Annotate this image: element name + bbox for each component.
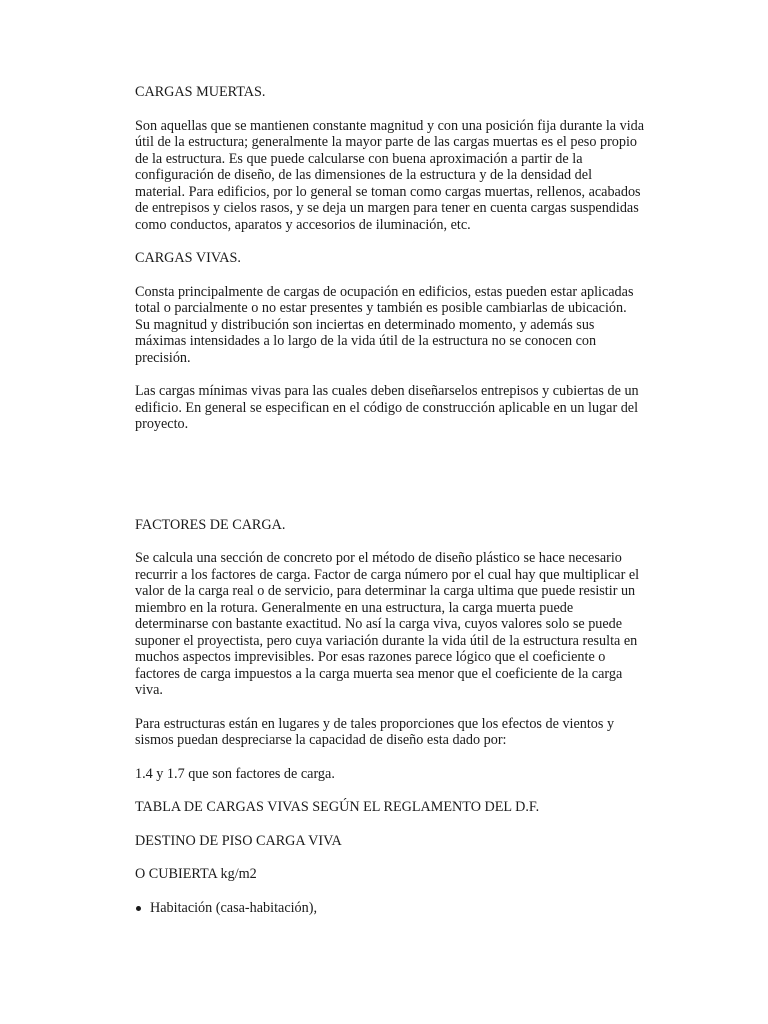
heading-tabla-cargas-vivas: TABLA DE CARGAS VIVAS SEGÚN EL REGLAMENTO DEL D.F. [135,799,540,815]
table-header-line-1: DESTINO DE PISO CARGA VIVA [135,832,342,849]
blank-space [135,450,645,517]
heading-factores-de-carga: FACTORES DE CARGA. [135,516,286,533]
paragraph-factores-3: 1.4 y 1.7 que son factores de carga. [135,765,335,782]
bullet-icon [136,906,141,911]
list-item-text: Habitación (casa-habitación), [150,899,318,916]
heading-cargas-muertas: CARGAS MUERTAS. [135,84,266,100]
paragraph-cargas-muertas: Son aquellas que se mantienen constante magnitud y con una posición fija durante la vida útil de la estructura; generalmente la mayor parte de las cargas muertas es el peso propio de la estructura. Es que puede calcularse con buena aproximación a partir de la configuración de diseño, de las dimensiones de la estructura y de la densidad del material. Para edificios, por lo general se toman como cargas muertas, rellenos, acabados de entrepisos y cielos rasos, y se deja un margen para tener en cuenta cargas suspendidas como conductos, aparatos y accesorios de iluminación, etc. [135,117,645,233]
heading-cargas-vivas: CARGAS VIVAS. [135,250,241,266]
bullet-list [135,900,645,917]
paragraph-factores-1: Se calcula una sección de concreto por el método de diseño plástico se hace necesario recurrir a los factores de carga. Factor de carga número por el cual hay que multiplicar el valor de la carga real o de servicio, para determinar la carga ultima que puede resistir un miembro en la rotura. Generalmente en una estructura, la carga muerta puede determinarse con bastante exactitud. No así la carga viva, cuyos valores solo se puede suponer el proyectista, pero cuya variación durante la vida útil de la estructura resulta en muchos aspectos imprevisibles. Por esas razones parece lógico que el coeficiente o factores de carga impuestos a la carga muerta sea menor que el coeficiente de la carga viva. [135,550,640,698]
paragraph-cargas-vivas-2: Las cargas mínimas vivas para las cuales deben diseñarselos entrepisos y cubiertas de un edificio. En general se especifican en el código de construcción aplicable en un lugar del proyecto. [135,383,639,432]
table-header-line-2: O CUBIERTA kg/m2 [135,866,257,882]
paragraph-factores-2: Para estructuras están en lugares y de tales proporciones que los efectos de vientos y sismos puedan despreciarse la capacidad de diseño esta dado por: [135,715,615,748]
document-body [135,84,645,916]
paragraph-cargas-vivas-1: Consta principalmente de cargas de ocupación en edificios, estas pueden estar aplicadas total o parcialmente o no estar presentes y también es posible cambiarlas de ubicación. Su magnitud y distribución son inciertas en determinado momento, y además sus máximas intensidades a lo largo de la vida útil de la estructura no se conocen con precisión. [135,283,634,366]
list-item [135,900,645,917]
